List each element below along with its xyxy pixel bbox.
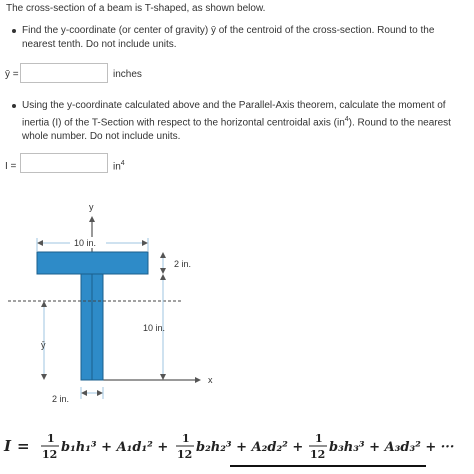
question-2-line-1: Using the y-coordinate calculated above and the Parallel-Axis theorem, calculate the moment of [22, 100, 446, 111]
fraction-denominator: 12 [177, 448, 193, 461]
y-axis-label: y [89, 202, 94, 212]
fraction-denominator: 12 [42, 448, 58, 461]
question-1-line-1: Find the y-coordinate (or center of gravity) ȳ of the centroid of the cross-section. Round to the [22, 25, 435, 36]
x-axis-label: x [208, 375, 213, 385]
bullet-icon [12, 29, 16, 33]
inertia-answer-input[interactable] [20, 153, 108, 173]
bullet-icon [12, 104, 16, 108]
formula-i: I [4, 437, 12, 455]
inertia-unit-text: in [113, 161, 121, 173]
intro-text: The cross-section of a beam is T-shaped, as shown below. [6, 3, 266, 14]
inertia-unit-sup: 4 [120, 160, 125, 167]
formula-term-2: b₂h₂³ + A₂d₂² + [196, 440, 304, 455]
question-2 [12, 99, 472, 143]
question-2-line-2-sup: 4 [344, 116, 349, 123]
inertia-unit-label [113, 160, 125, 172]
formula-term-1: b₁h₁³ + A₁d₁² + [61, 440, 169, 455]
fraction-denominator: 12 [310, 448, 326, 461]
question-1 [12, 24, 462, 54]
formula-equals: = [17, 437, 30, 455]
question-2-line-3: whole number. Do not include units. [22, 131, 181, 143]
question-2-text [22, 99, 451, 144]
parallel-axis-formula [0, 425, 474, 473]
centroid-answer-input[interactable] [20, 63, 108, 83]
question-1-line-2: nearest tenth. Do not include units. [22, 39, 177, 50]
question-1-text [22, 24, 434, 52]
question-2-line-2b: ). Round to the nearest [348, 117, 451, 129]
fraction-numerator: 1 [315, 432, 323, 445]
t-section-diagram [0, 195, 240, 420]
question-2-line-2a: inertia (I) of the T-Section with respect to the horizontal centroidal axis (in [22, 117, 345, 129]
formula-term-3: b₃h₃³ + A₃d₃² + ··· [329, 440, 455, 455]
flange [37, 252, 148, 274]
fraction-numerator: 1 [182, 432, 190, 445]
flange-thickness-label: 2 in. [174, 259, 192, 269]
web-height-label: 10 in. [143, 323, 166, 333]
web-width-label: 2 in. [52, 394, 70, 404]
centroid-label: ȳ [41, 340, 46, 350]
centroid-answer-label: ȳ = [5, 69, 19, 80]
fraction-numerator: 1 [47, 432, 55, 445]
centroid-unit-label: inches [113, 69, 142, 80]
flange-width-label: 10 in. [74, 238, 97, 248]
inertia-answer-label: I = [5, 161, 17, 172]
